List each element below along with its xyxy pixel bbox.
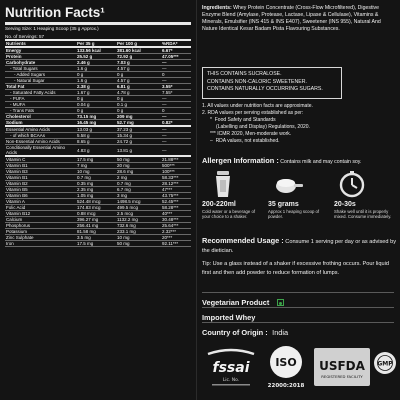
- table-cell-c4: 21.88***: [162, 156, 191, 163]
- table-cell-c3: 50 mg: [117, 156, 162, 163]
- table-cell-c1: Zinc Sulphate: [5, 235, 77, 241]
- table-cell-c2: 2.46 g: [77, 60, 117, 66]
- table-cell-c4: —: [162, 126, 191, 133]
- table-cell-c4: —: [162, 139, 191, 145]
- table-cell-c3: 209 mg: [117, 114, 162, 120]
- usfda-logo-icon: [314, 348, 370, 386]
- table-cell-c2: 0 g: [77, 96, 117, 102]
- table-cell-c4: 58.28***: [162, 205, 191, 211]
- table-cell-c3: 4.78 g: [117, 90, 162, 96]
- table-cell-c1: Vitamin B5: [5, 187, 77, 193]
- table-cell-c2: 0.04 g: [77, 102, 117, 108]
- nutrition-table: [5, 41, 191, 247]
- table-cell-c1: Carbohydrate: [5, 60, 77, 66]
- table-cell-c4: 40***: [162, 211, 191, 217]
- table-cell-c1: Vitamin B3: [5, 169, 77, 175]
- table-cell-c3: 0.1 g: [117, 102, 162, 108]
- fssai-logo-icon: [204, 348, 258, 392]
- table-cell-c3: 4.57 g: [117, 78, 162, 84]
- allergen-text: Contains milk and may contain soy.: [280, 159, 362, 165]
- table-cell-c1: Vitamin B6: [5, 193, 77, 199]
- table-cell-c2: 174.83 mcg: [77, 205, 117, 211]
- panel-divider: [196, 0, 197, 400]
- table-cell-c3: 13.81 g: [117, 145, 162, 157]
- table-cell-c1: Vitamin B12: [5, 211, 77, 217]
- table-cell-c4: 500***: [162, 163, 191, 169]
- table-cell-c2: 2.35 mg: [77, 187, 117, 193]
- table-cell-c4: 25.64***: [162, 223, 191, 229]
- table-cell-c2: 0.35 mg: [77, 181, 117, 187]
- table-cell-c1: - Total Sugars: [5, 66, 77, 72]
- svg-text:22000:2018: 22000:2018: [267, 383, 305, 389]
- table-cell-c3: 732.6 mg: [117, 223, 162, 229]
- serving-size: Serving Size: 1 Heaping Scoop (35 g Approx.): [5, 26, 99, 31]
- footnote-6: – RDA values, not established.: [210, 138, 280, 144]
- table-cell-c2: 3.5 mg: [77, 235, 117, 241]
- table-cell-c3: 50 mg: [117, 241, 162, 247]
- table-cell-c1: Vitamin B1: [5, 163, 77, 169]
- separator: [202, 307, 394, 308]
- table-cell-c2: 0.7 mg: [77, 175, 117, 181]
- allergen-label: Allergen Information :: [202, 156, 279, 165]
- table-cell-c3: 2 mg: [117, 175, 162, 181]
- ingredients-text: Whey Protein Concentrate (Cross-Flow Microfiltered), Digestive Enzyme Blend (Amylase, Protease, Lactase, Lipase & Cellulase), Vitamins & Minerals, Emulsifier (INS 415 & INS E407), Sweetener (INS 955), Natural And Nature Identical Kesar Badam Pista Flavouring Substances.: [202, 5, 381, 32]
- table-cell-c2: 8.65 g: [77, 139, 117, 145]
- table-cell-c4: —: [162, 96, 191, 102]
- table-cell-c4: —: [162, 102, 191, 108]
- nutrition-facts-title: Nutrition Facts¹: [5, 5, 105, 20]
- table-cell-c4: 0.82*: [162, 120, 191, 127]
- step-water-value: 200-220ml: [202, 201, 236, 208]
- table-cell-c3: 381.60 kcal: [117, 47, 162, 54]
- step-scoop-caption: Approx 1 heaping scoop of powder.: [268, 209, 320, 219]
- table-cell-c3: 3 mg: [117, 193, 162, 199]
- table-cell-c4: 52.45***: [162, 199, 191, 205]
- table-cell-c3: 0.7 mg: [117, 181, 162, 187]
- step-shake-caption: Shake well until it is properly mixed. Consume immediately.: [334, 209, 392, 219]
- svg-text:Lic. No.: Lic. No.: [222, 378, 240, 383]
- table-cell-c1: Protein: [5, 54, 77, 60]
- servings-count: No. of Servings: 57: [5, 33, 191, 41]
- footnotes: [202, 103, 396, 145]
- table-cell-c1: Vitamin C: [5, 156, 77, 163]
- table-cell-c2: 5.58 g: [77, 133, 117, 139]
- table-cell-c2: 1.6 g: [77, 78, 117, 84]
- table-cell-c4: 6.67*: [162, 47, 191, 54]
- ingredients-section: [202, 5, 396, 33]
- table-cell-c1: - Saturated Fatty Acids: [5, 90, 77, 96]
- table-cell-c4: —: [162, 66, 191, 72]
- certification-logos: [202, 340, 396, 396]
- table-cell-c3: 0 g: [117, 72, 162, 78]
- table-cell-c4: 47.05***: [162, 54, 191, 60]
- table-cell-c1: - of which BCAAs: [5, 133, 77, 139]
- table-cell-c1: - Added Sugars: [5, 72, 77, 78]
- svg-text:ISO: ISO: [275, 356, 297, 369]
- table-cell-c4: —: [162, 133, 191, 139]
- iso-22000-logo-icon: [266, 344, 306, 390]
- step-scoop-value: 35 grams: [268, 201, 299, 208]
- sucralose-warning-box: [202, 67, 342, 99]
- table-cell-c4: 2.32***: [162, 229, 191, 235]
- table-row: [5, 145, 191, 157]
- header-rda: %RDA*: [162, 41, 191, 47]
- separator: [202, 322, 394, 323]
- table-cell-c4: 100***: [162, 169, 191, 175]
- table-cell-c3: 6.81 g: [117, 84, 162, 90]
- table-row: [5, 241, 191, 247]
- table-cell-c4: 3.55*: [162, 84, 191, 90]
- table-cell-c2: 2.38 g: [77, 84, 117, 90]
- vegetarian-line: [202, 294, 396, 307]
- allergen-info: [202, 156, 396, 165]
- table-cell-c1: Iron: [5, 241, 77, 247]
- table-cell-c1: Conditionally Essential Amino Acids: [5, 145, 77, 157]
- sucralose-line-2: CONTAINS NON-CALORIC SWEETENER.: [207, 78, 307, 85]
- imported-whey-label: Imported Whey: [202, 313, 256, 322]
- table-cell-c2: 13.03 g: [77, 126, 117, 133]
- table-cell-c2: 17.5 mg: [77, 241, 117, 247]
- timer-icon: [338, 170, 366, 198]
- table-cell-c1: Energy: [5, 47, 77, 54]
- table-cell-c1: Non-Essential Amino Acids: [5, 139, 77, 145]
- table-cell-c2: 396.27 mg: [77, 217, 117, 223]
- product-info-panel: [200, 0, 396, 400]
- table-cell-c2: 81.58 mg: [77, 229, 117, 235]
- table-cell-c3: 15.34 g: [117, 133, 162, 139]
- table-cell-c2: 0 g: [77, 108, 117, 114]
- table-cell-c1: Calcium: [5, 217, 77, 223]
- table-cell-c1: Vitamin B1: [5, 175, 77, 181]
- header-per-100g: Per 100 g: [117, 41, 162, 47]
- table-cell-c2: 524.48 mcg: [77, 199, 117, 205]
- table-cell-c3: 10 mg: [117, 235, 162, 241]
- usage-label: Recommended Usage :: [202, 236, 284, 245]
- step-shake: [334, 200, 394, 219]
- gmp-logo-icon: [374, 352, 396, 374]
- step-water-caption: Cold water or a beverage of your choice to a shaker.: [202, 209, 256, 219]
- table-cell-c4: 58.33***: [162, 175, 191, 181]
- origin-value: India: [272, 328, 289, 337]
- svg-text:GMP: GMP: [377, 360, 393, 368]
- table-cell-c2: 10 mg: [77, 169, 117, 175]
- table-cell-c1: - MUFA: [5, 102, 77, 108]
- table-cell-c3: 20 mg: [117, 163, 162, 169]
- table-cell-c4: —: [162, 78, 191, 84]
- table-cell-c3: 0 g: [117, 96, 162, 102]
- table-cell-c1: - Natural Sugar: [5, 78, 77, 84]
- table-cell-c4: 47***: [162, 187, 191, 193]
- table-cell-c3: 52.7 mg: [117, 120, 162, 127]
- table-cell-c2: 1.67 g: [77, 90, 117, 96]
- table-cell-c1: Total Fat: [5, 84, 77, 90]
- table-cell-c3: 1132.2 mg: [117, 217, 162, 223]
- table-cell-c2: 1.6 g: [77, 66, 117, 72]
- table-cell-c1: Vitamin A: [5, 199, 77, 205]
- table-cell-c2: 0.88 mcg: [77, 211, 117, 217]
- svg-text:USFDA: USFDA: [319, 359, 365, 373]
- shaker-bottle-icon: [210, 170, 236, 198]
- table-cell-c1: Cholesterol: [5, 114, 77, 120]
- table-cell-c3: 233.1 mg: [117, 229, 162, 235]
- origin-line: [202, 324, 396, 337]
- table-cell-c2: 0 g: [77, 72, 117, 78]
- table-cell-c4: 20***: [162, 235, 191, 241]
- step-water: [202, 200, 262, 219]
- veg-mark-icon: [277, 299, 284, 306]
- svg-text:fssai: fssai: [212, 360, 250, 376]
- table-cell-c1: - PUFA: [5, 96, 77, 102]
- table-cell-c2: 256.41 mg: [77, 223, 117, 229]
- table-cell-c1: Phosphorus: [5, 223, 77, 229]
- table-cell-c1: Folic Acid: [5, 205, 77, 211]
- imported-whey-line: [202, 309, 396, 322]
- table-cell-c3: 499.5 mcg: [117, 205, 162, 211]
- table-cell-c4: 92.11***: [162, 241, 191, 247]
- header-nutrients: Nutrients: [5, 41, 77, 47]
- table-cell-c3: 7.03 g: [117, 60, 162, 66]
- table-cell-c2: 17.5 mg: [77, 156, 117, 163]
- usage-tip: Tip: Use a glass instead of a shaker if excessive frothing occurs. Pour liquid first and then add powder to reduce formation of lumps.: [202, 261, 389, 276]
- footnote-3: * Food Safety and Standards: [210, 117, 276, 123]
- vegetarian-label: Vegetarian Product: [202, 298, 270, 307]
- origin-label: Country of Origin :: [202, 328, 268, 337]
- footnote-2: 2. RDA values per serving established as per:: [202, 110, 304, 116]
- table-cell-c1: Sodium: [5, 120, 77, 127]
- table-cell-c4: 0: [162, 72, 191, 78]
- table-cell-c3: 37.23 g: [117, 126, 162, 133]
- table-cell-c4: —: [162, 60, 191, 66]
- svg-text:REGISTERED FACILITY: REGISTERED FACILITY: [321, 374, 363, 379]
- step-scoop: [268, 200, 328, 219]
- recommended-usage: [202, 236, 396, 256]
- footnote-5: *** ICMR 2020, Men-moderate work.: [210, 131, 292, 137]
- preparation-steps: [202, 170, 396, 232]
- table-cell-c3: 28.6 mg: [117, 169, 162, 175]
- table-cell-c4: —: [162, 145, 191, 157]
- table-cell-c3: 4.57 g: [117, 66, 162, 72]
- table-cell-c4: —: [162, 114, 191, 120]
- ingredients-label: Ingredients:: [202, 5, 232, 11]
- table-cell-c2: 1.05 mg: [77, 193, 117, 199]
- table-cell-c3: 72.92 g: [117, 54, 162, 60]
- table-cell-c2: 25.52 g: [77, 54, 117, 60]
- sucralose-line-3: CONTAINS NATURALLY OCCURRING SUGARS.: [207, 86, 323, 92]
- usage-text: Consume 1 serving per day or as advised by the dietician.: [202, 239, 396, 254]
- footnote-1: 1. All values under nutrition facts are approximate.: [202, 103, 313, 109]
- table-cell-c2: 7 mg: [77, 163, 117, 169]
- table-cell-c1: Potassium: [5, 229, 77, 235]
- nutrition-facts-panel: [0, 0, 196, 400]
- table-cell-c2: 133.56 kcal: [77, 47, 117, 54]
- table-cell-c3: 0 g: [117, 108, 162, 114]
- table-cell-c1: - Trans Fats: [5, 108, 77, 114]
- table-cell-c3: 24.72 g: [117, 139, 162, 145]
- footnote-4: (Labelling and Display) Regulations, 2020.: [216, 124, 310, 130]
- table-cell-c1: Vitamin B2: [5, 181, 77, 187]
- separator: [202, 292, 394, 293]
- table-cell-c3: 2.5 mcg: [117, 211, 162, 217]
- table-cell-c3: 6.7 mg: [117, 187, 162, 193]
- table-cell-c2: 16.45 mg: [77, 120, 117, 127]
- table-cell-c2: 4.83 g: [77, 145, 117, 157]
- scoop-icon: [274, 170, 304, 198]
- table-cell-c4: 0: [162, 108, 191, 114]
- header-per-35g: Per 35 g: [77, 41, 117, 47]
- table-cell-c4: 28.12***: [162, 181, 191, 187]
- table-cell-c3: 1498.5 mcg: [117, 199, 162, 205]
- table-cell-c1: Essential Amino Acids: [5, 126, 77, 133]
- table-cell-c2: 73.15 mg: [77, 114, 117, 120]
- sucralose-line-1: THIS CONTAINS SUCRALOSE.: [207, 71, 282, 77]
- table-cell-c4: 30.48***: [162, 217, 191, 223]
- table-cell-c4: 43.75***: [162, 193, 191, 199]
- table-cell-c4: 7.55*: [162, 90, 191, 96]
- step-shake-value: 20-30s: [334, 201, 356, 208]
